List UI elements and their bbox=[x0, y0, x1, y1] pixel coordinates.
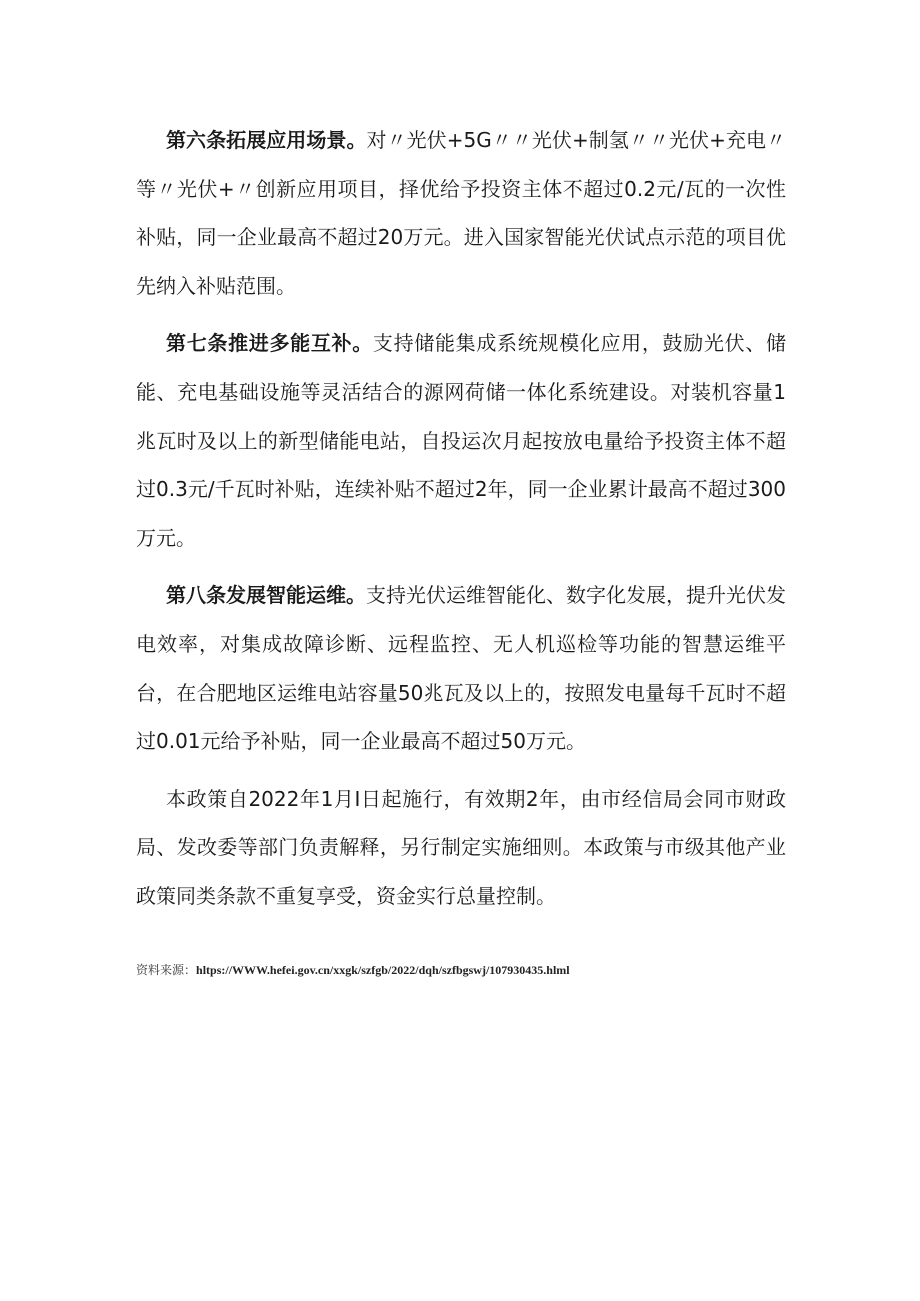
effective-date-text: 本政策自2022年1月I日起施行，有效期2年，由市经信局会同市财政局、发改委等部门负责解释，另行制定实施细则。本政策与市级其他产业政策同类条款不重复享受，资金实行总量控制。 bbox=[136, 786, 786, 908]
article-6-paragraph bbox=[136, 116, 786, 310]
article-8-text: 支持光伏运维智能化、数字化发展，提升光伏发电效率，对集成故障诊断、远程监控、无人机巡检等功能的智慧运维平台，在合肥地区运维电站容量50兆瓦及以上的，按照发电量每千瓦时不超过0.01元给予补贴，同一企业最高不超过50万元。 bbox=[136, 583, 786, 754]
source-citation bbox=[136, 960, 836, 980]
document-body bbox=[136, 116, 786, 930]
article-7-heading: 第七条推进多能互补。 bbox=[166, 331, 373, 356]
article-6-heading: 第六条拓展应用场景。 bbox=[166, 128, 367, 152]
source-label: 资料来源： bbox=[136, 963, 197, 977]
article-7-text: 支持储能集成系统规模化应用，鼓励光伏、储能、充电基础设施等灵活结合的源网荷储一体化系统建设。对装机容量1兆瓦时及以上的新型储能电站，自投运次月起按放电量给予投资主体不超过0.3元/千瓦时补贴，连续补贴不超过2年，同一企业累计最高不超过300万元。 bbox=[136, 331, 787, 550]
source-url: hltps://WWW.hefei.gov.cn/xxgk/szfgb/2022/dqh/szfbgswj/107930435.hlml bbox=[196, 963, 570, 977]
article-8-heading: 第八条发展智能运维。 bbox=[166, 583, 366, 608]
article-7-paragraph bbox=[136, 319, 786, 562]
article-6-text: 对〃光伏+5G〃〃光伏+制氢〃〃光伏+充电〃等〃光伏+〃创新应用项目，择优给予投资主体不超过0.2元/瓦的一次性补贴，同一企业最高不超过20万元。进入国家智能光伏试点示范的项目优先纳入补贴范围。 bbox=[136, 128, 787, 298]
article-8-paragraph bbox=[136, 571, 786, 765]
effective-date-paragraph bbox=[136, 775, 786, 921]
